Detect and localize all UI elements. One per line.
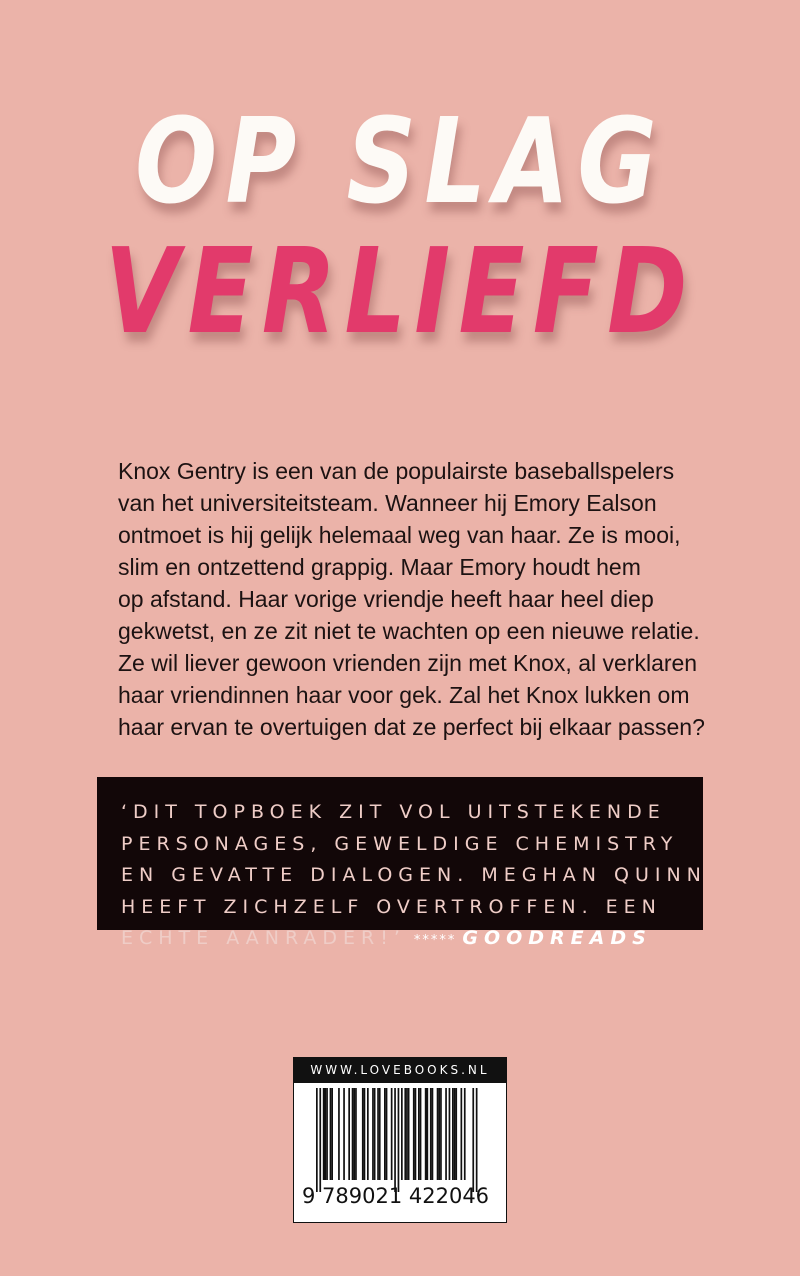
blurb-line: Knox Gentry is een van de populairste baseballspelers — [118, 458, 675, 484]
barcode-bar — [323, 1088, 325, 1180]
barcode-box — [293, 1057, 507, 1223]
barcode-bar — [455, 1088, 457, 1180]
barcode-bar — [343, 1088, 345, 1180]
title-line-1: OP SLAG — [135, 92, 665, 230]
quote-line: EN GEVATTE DIALOGEN. MEGHAN QUINN — [121, 864, 707, 886]
barcode-bar — [348, 1088, 350, 1180]
blurb — [118, 455, 718, 743]
barcode-bar — [432, 1088, 434, 1180]
quote-line: ‘DIT TOPBOEK ZIT VOL UITSTEKENDE — [121, 801, 666, 823]
barcode-bar — [420, 1088, 422, 1180]
barcode-bar — [394, 1088, 396, 1192]
barcode-bar — [430, 1088, 432, 1180]
barcode-bar — [316, 1088, 318, 1192]
quote-text: ECHTE AANRADER!’ — [121, 927, 406, 949]
barcode-bar — [384, 1088, 386, 1180]
quote-line: PERSONAGES, GEWELDIGE CHEMISTRY — [121, 832, 679, 855]
barcode-bar — [425, 1088, 427, 1180]
barcode-bar — [364, 1088, 366, 1180]
barcode-bar — [372, 1088, 374, 1180]
barcode-bar — [454, 1088, 456, 1180]
barcode-bar — [406, 1088, 408, 1180]
barcode-bar — [367, 1088, 369, 1180]
barcode-bar — [427, 1088, 429, 1180]
barcode-bar — [338, 1088, 340, 1180]
quote-source: GOODREADS — [462, 927, 652, 949]
blurb-line: op afstand. Haar vorige vriendje heeft haar heel diep — [118, 586, 654, 612]
barcode-bar — [377, 1088, 379, 1180]
review-quote-box — [97, 777, 707, 949]
barcode-bar — [362, 1088, 364, 1180]
title-line-2: VERLIEFD — [104, 222, 696, 360]
barcode-bar — [386, 1088, 388, 1180]
barcode-bar — [408, 1088, 410, 1180]
blurb-line: haar ervan te overtuigen dat ze perfect bij elkaar passen? — [118, 714, 705, 740]
barcode-bar — [404, 1088, 406, 1180]
quote-line-last — [121, 923, 707, 957]
barcode-bar — [452, 1088, 454, 1180]
publisher-url: WWW.LOVEBOOKS.NL — [294, 1058, 506, 1083]
barcode-bar — [472, 1088, 474, 1192]
barcode-bar — [401, 1088, 403, 1180]
barcode-bar — [319, 1088, 321, 1192]
barcode-bar — [325, 1088, 327, 1180]
barcode-bar — [438, 1088, 440, 1180]
star-rating: ***** — [413, 933, 457, 948]
blurb-line: ontmoet is hij gelijk helemaal weg van haar. Ze is mooi, — [118, 522, 681, 548]
blurb-line: Ze wil liever gewoon vrienden zijn met Knox, al verklaren — [118, 650, 698, 676]
quote-line: HEEFT ZICHZELF OVERTROFFEN. EEN — [121, 895, 662, 918]
barcode-bar — [353, 1088, 355, 1180]
barcode-bar — [464, 1088, 466, 1180]
barcode-bar — [374, 1088, 376, 1180]
barcode-bar — [449, 1088, 451, 1180]
barcode-bar — [437, 1088, 439, 1180]
barcode-bar — [440, 1088, 442, 1180]
barcode-bar — [461, 1088, 463, 1180]
barcode-bar — [352, 1088, 354, 1180]
barcode-bar — [415, 1088, 417, 1180]
barcode-bar — [331, 1088, 333, 1180]
barcode-bar — [326, 1088, 328, 1180]
barcode-bar — [355, 1088, 357, 1180]
blurb-line: haar vriendinnen haar voor gek. Zal het Knox lukken om — [118, 682, 690, 708]
barcode-bar — [413, 1088, 415, 1180]
barcode-bar — [398, 1088, 400, 1192]
barcode-bar — [379, 1088, 381, 1180]
barcode-bars — [316, 1088, 486, 1198]
isbn-number: 9 789021 422046 — [302, 1184, 490, 1208]
barcode-bar — [330, 1088, 332, 1180]
barcode-bar — [476, 1088, 478, 1192]
barcode-bar — [445, 1088, 447, 1180]
barcode-bar — [418, 1088, 420, 1180]
blurb-line: van het universiteitsteam. Wanneer hij Emory Ealson — [118, 490, 657, 516]
blurb-line: slim en ontzettend grappig. Maar Emory houdt hem — [118, 554, 641, 580]
barcode-bar — [391, 1088, 393, 1180]
blurb-line: gekwetst, en ze zit niet te wachten op een nieuwe relatie. — [118, 618, 700, 644]
